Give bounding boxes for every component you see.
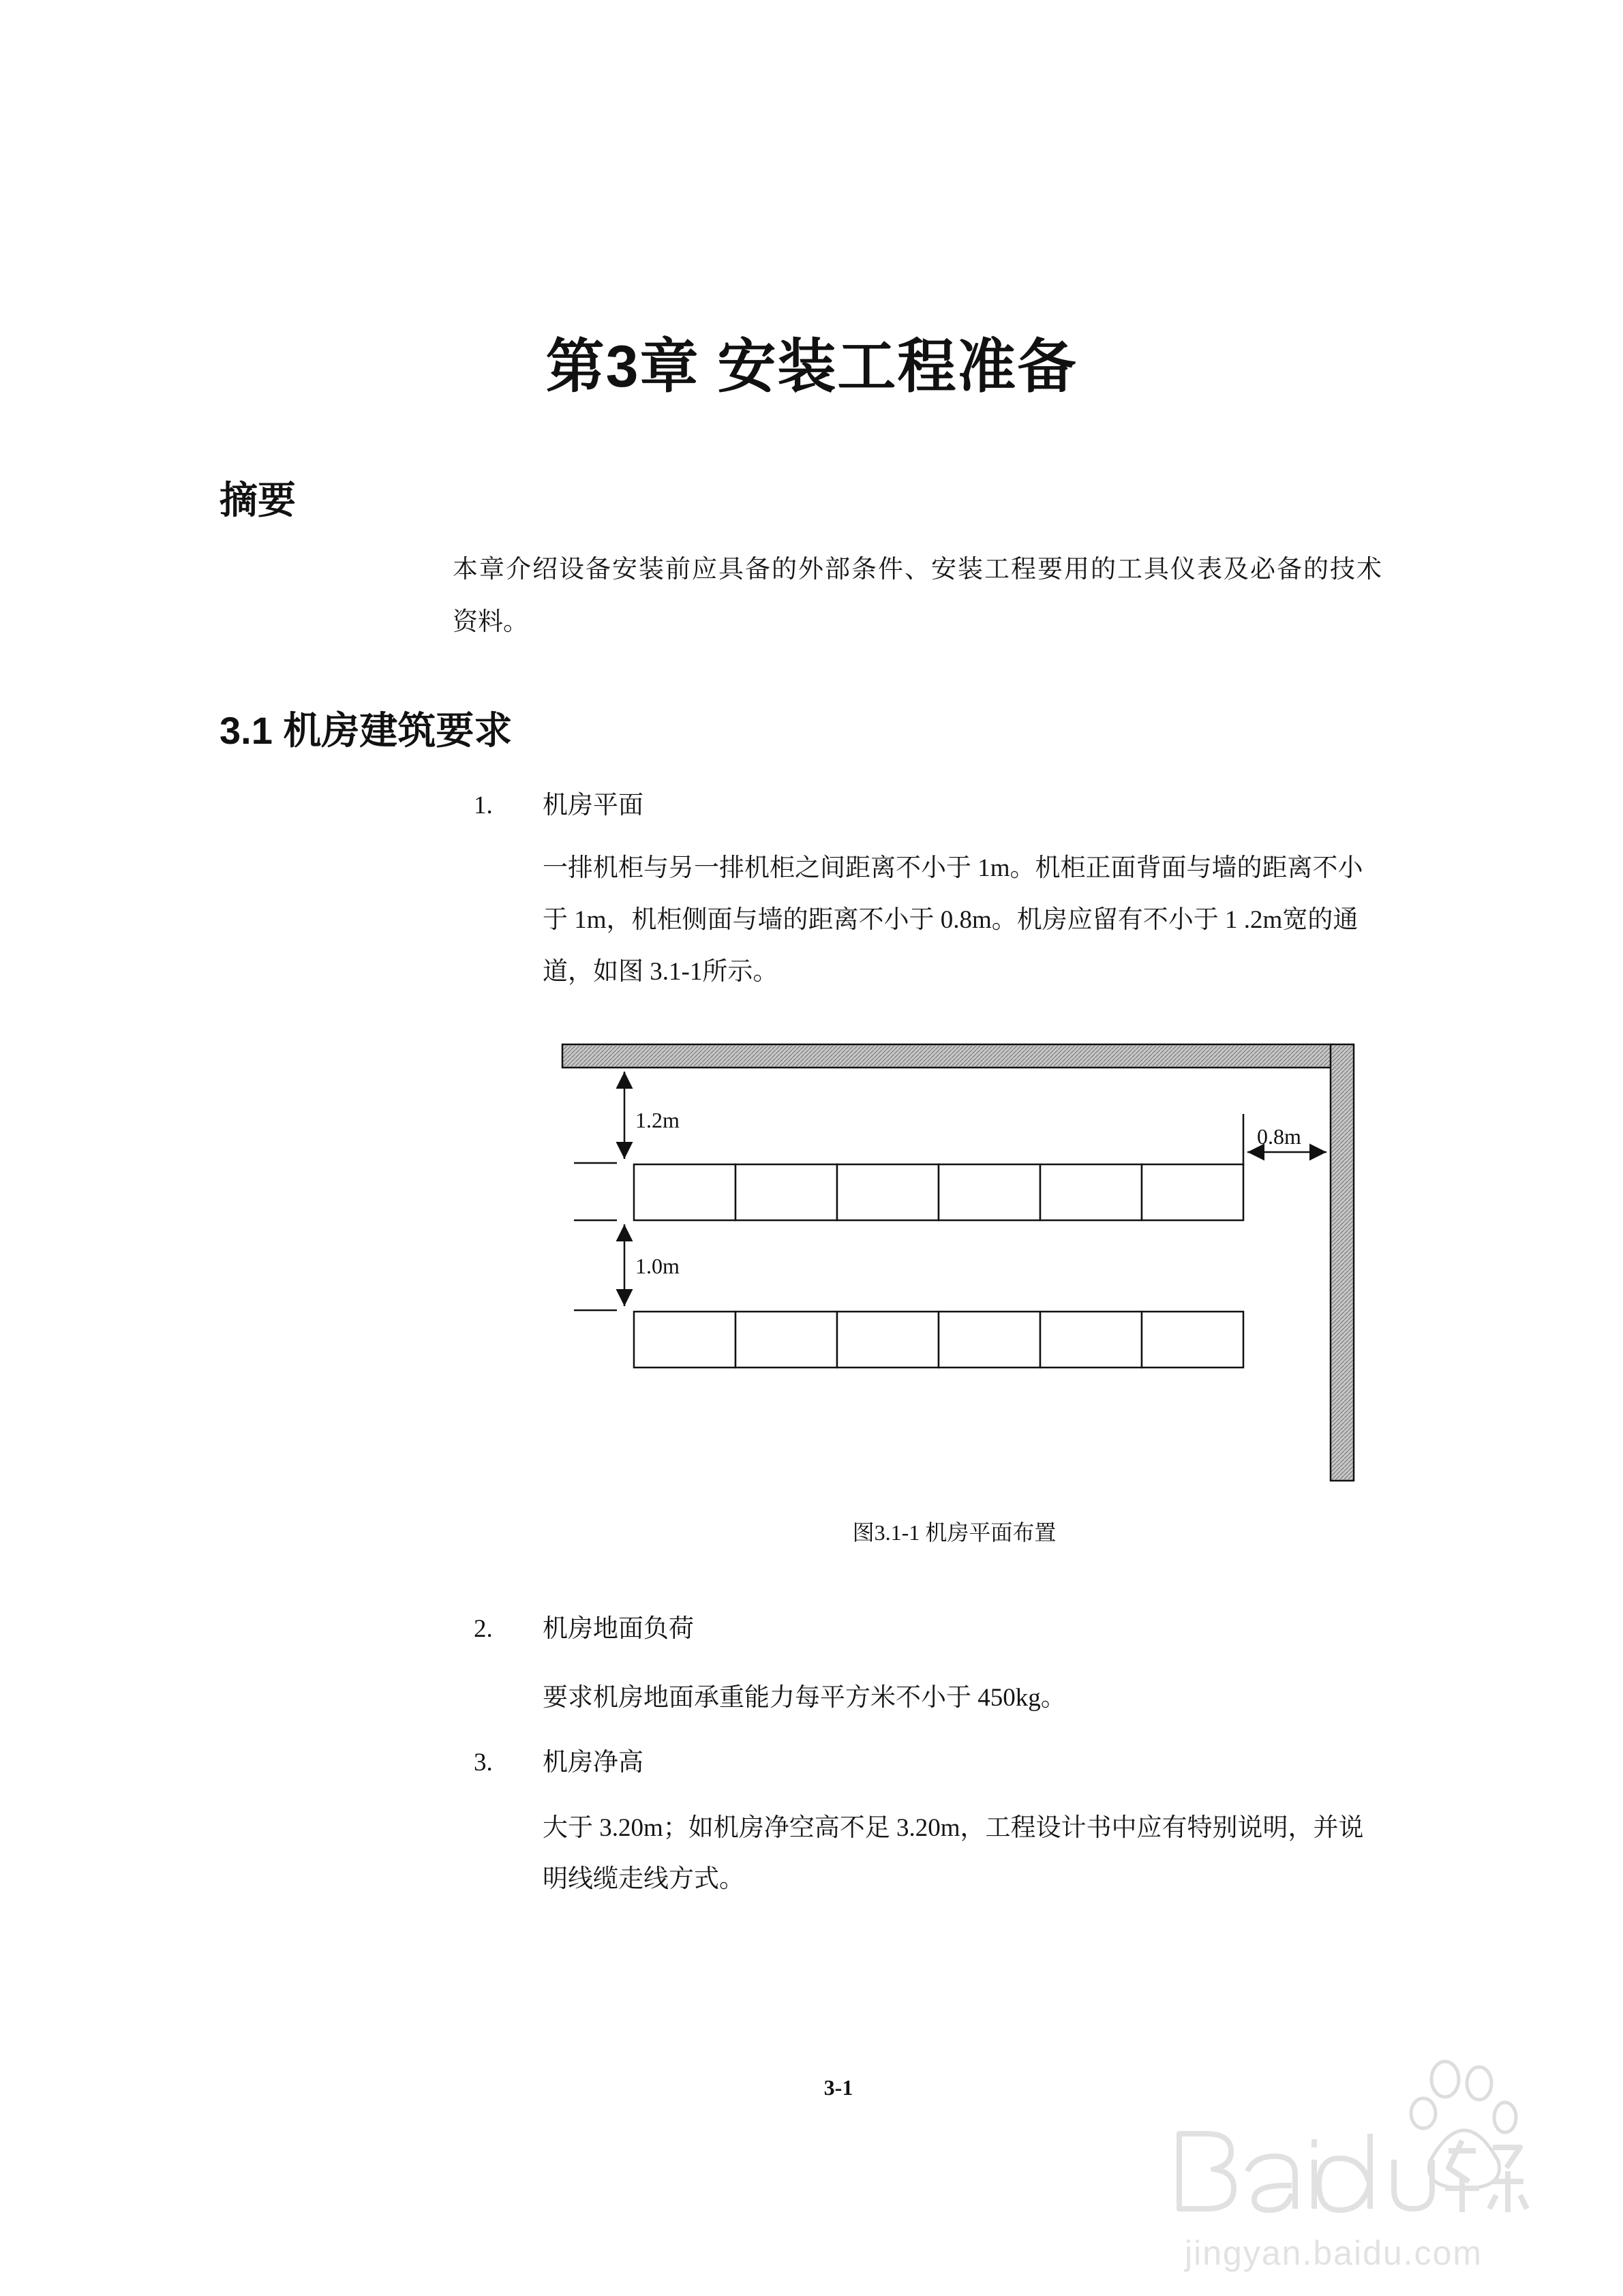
page-number: 3-1	[823, 2075, 853, 2100]
list-item-number: 2.	[474, 1615, 493, 1643]
cabinet	[735, 1312, 837, 1368]
figure-caption: 图3.1-1 机房平面布置	[852, 1520, 1057, 1545]
baidu-watermark	[1152, 2052, 1534, 2284]
room-layout-diagram	[559, 1029, 1363, 1493]
cabinet	[837, 1312, 939, 1368]
cabinet-rows	[634, 1164, 1243, 1368]
row-gap-label: 1.0m	[635, 1254, 680, 1278]
list-item-number: 1.	[474, 791, 493, 819]
cabinet	[1040, 1164, 1142, 1220]
cabinet	[1142, 1312, 1243, 1368]
right-wall	[1331, 1044, 1354, 1481]
cabinet	[1040, 1312, 1142, 1368]
cabinet	[634, 1312, 735, 1368]
paragraph-line: 大于 3.20m；如机房净空高不足 3.20m，工程设计书中应有特别说明，并说	[543, 1814, 1364, 1842]
svg-text:jingyan.baidu.com: jingyan.baidu.com	[1185, 2234, 1483, 2272]
cabinet	[1142, 1164, 1243, 1220]
list-item-title: 机房平面	[543, 791, 643, 819]
paragraph-line: 一排机柜与另一排机柜之间距离不小于 1m。机柜正面背面与墙的距离不小	[543, 854, 1363, 882]
list-item-title: 机房地面负荷	[543, 1615, 694, 1643]
paragraph-line: 明线缆走线方式。	[543, 1865, 744, 1893]
list-item-number: 3.	[474, 1749, 493, 1777]
summary-text-line2: 资料。	[453, 608, 528, 636]
paragraph-line: 于 1m，机柜侧面与墙的距离不小于 0.8m。机房应留有不小于 1 .2m宽的通	[543, 906, 1359, 934]
section-heading: 3.1 机房建筑要求	[219, 709, 513, 752]
cabinet	[837, 1164, 939, 1220]
side-gap-label: 0.8m	[1257, 1124, 1301, 1149]
top-gap-label: 1.2m	[635, 1108, 680, 1132]
cabinet	[735, 1164, 837, 1220]
cabinet	[634, 1164, 735, 1220]
cabinet	[939, 1312, 1040, 1368]
paragraph-line: 要求机房地面承重能力每平方米不小于 450kg。	[543, 1684, 1066, 1712]
summary-text-line1: 本章介绍设备安装前应具备的外部条件、安装工程要用的工具仪表及必备的技术	[453, 556, 1383, 584]
top-wall	[562, 1044, 1333, 1068]
cabinet	[939, 1164, 1040, 1220]
chapter-title: 第3章 安装工程准备	[545, 334, 1078, 399]
summary-heading: 摘要	[219, 479, 296, 522]
paragraph-line: 道，如图 3.1-1所示。	[543, 958, 778, 986]
list-item-title: 机房净高	[543, 1749, 643, 1777]
